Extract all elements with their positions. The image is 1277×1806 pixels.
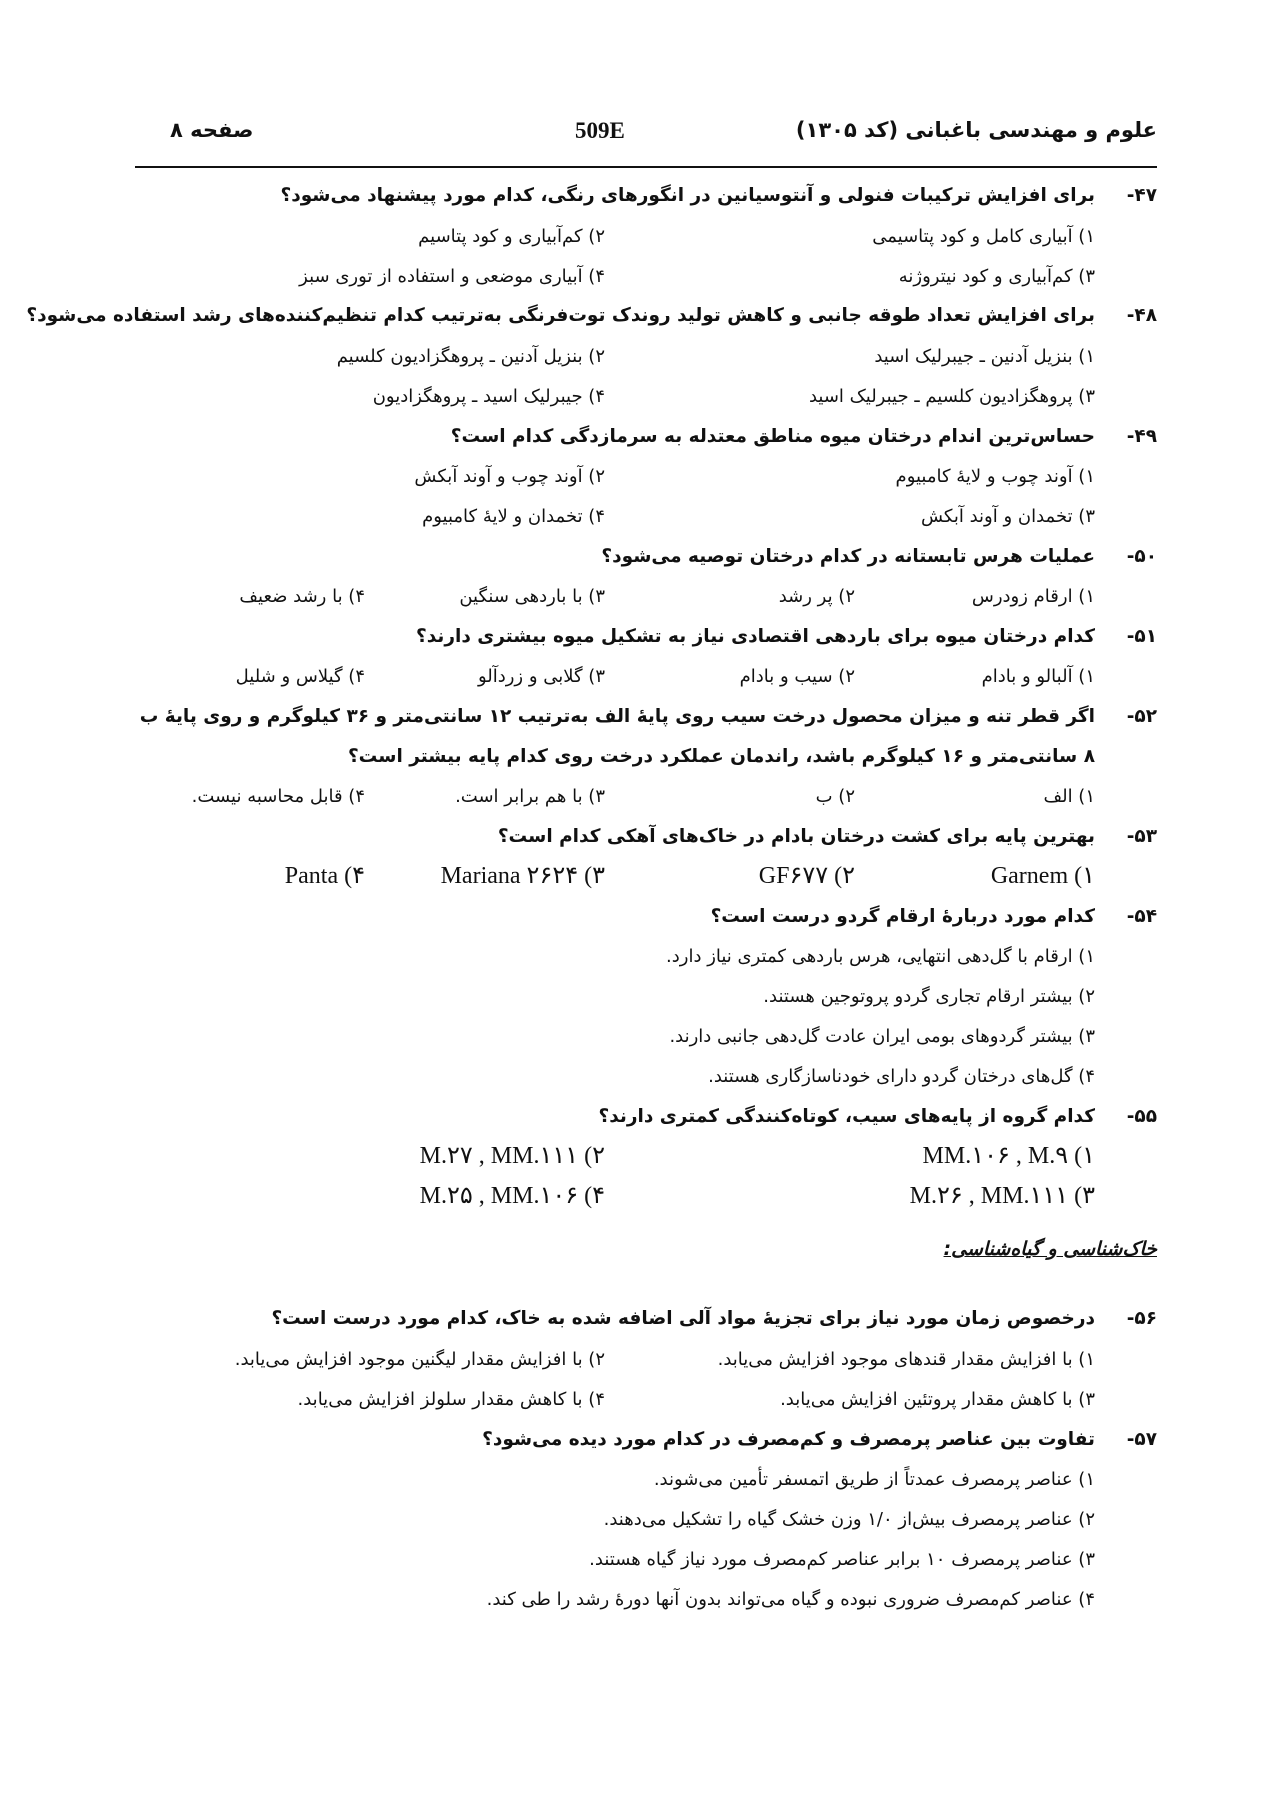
option-2[interactable]: ۲) سیب و بادام [739,666,855,687]
option-3[interactable]: ۳) با کاهش مقدار پروتئین افزایش می‌یابد. [780,1389,1095,1410]
option-1[interactable]: ۱) با افزایش مقدار قندهای موجود افزایش می‌یابد. [717,1349,1095,1370]
question-49 [125,426,1157,447]
question-number: ۵۲- [1126,706,1157,727]
question-number: ۵۶- [1126,1308,1157,1329]
option-3[interactable]: M.۲۶ , MM.۱۱۱ (۳ [909,1183,1095,1209]
option-3[interactable]: ۳) کم‌آبیاری و کود نیتروژنه [898,266,1095,287]
question-47 [125,185,1157,206]
booklet-code: 509E [575,118,625,143]
header-divider [135,166,1157,168]
option-1[interactable]: ۱) آبیاری کامل و کود پتاسیمی [872,226,1095,247]
option-1[interactable]: ۱) بنزیل آدنین ـ جیبرلیک اسید [874,346,1095,367]
option-1[interactable]: MM.۱۰۶ , M.۹ (۱ [922,1143,1095,1169]
option-3[interactable]: ۳) گلابی و زردآلو [477,666,605,687]
page-header [135,118,1157,154]
question-52 [125,706,1157,727]
option-1[interactable]: Garnem (۱ [990,863,1095,889]
option-2[interactable]: ۲) با افزایش مقدار لیگنین موجود افزایش می‌یابد. [234,1349,605,1370]
option-2[interactable]: ۲) بیشتر ارقام تجاری گردو پروتوجین هستند. [763,986,1095,1007]
option-2[interactable]: ۲) ب [815,786,855,807]
option-4[interactable]: ۴) جیبرلیک اسید ـ پروهگزادیون [372,386,605,407]
question-number: ۴۷- [1126,185,1157,206]
option-4[interactable]: ۴) تخمدان و لایهٔ کامبیوم [422,506,605,527]
exam-title: علوم و مهندسی باغبانی (کد ۱۳۰۵) [795,118,1157,142]
option-1[interactable]: ۱) ارقام با گل‌دهی انتهایی، هرس باردهی کمتری نیاز دارد. [666,946,1095,967]
option-2[interactable]: ۲) آوند چوب و آوند آبکش [414,466,605,487]
option-2[interactable]: ۲) بنزیل آدنین ـ پروهگزادیون کلسیم [336,346,605,367]
option-4[interactable]: ۴) گل‌های درختان گردو دارای خودناسازگاری هستند. [708,1066,1095,1087]
question-number: ۴۹- [1126,426,1157,447]
page-number: صفحه ۸ [170,118,254,142]
question-50 [125,546,1157,567]
option-3[interactable]: ۳) تخمدان و آوند آبکش [920,506,1095,527]
section-heading: خاک‌شناسی و گیاه‌شناسی: [943,1238,1157,1260]
option-4[interactable]: ۴) آبیاری موضعی و استفاده از توری سبز [299,266,605,287]
question-text: تفاوت بین عناصر پرمصرف و کم‌مصرف در کدام مورد دیده می‌شود؟ [482,1429,1095,1450]
question-number: ۵۳- [1126,826,1157,847]
question-text: عملیات هرس تابستانه در کدام درختان توصیه می‌شود؟ [601,546,1095,567]
option-1[interactable]: ۱) الف [1043,786,1095,807]
question-text: حساس‌ترین اندام درختان میوه مناطق معتدله به سرمازدگی کدام است؟ [450,426,1095,447]
option-3[interactable]: ۳) عناصر پرمصرف ۱۰ برابر عناصر کم‌مصرف مورد نیاز گیاه هستند. [589,1549,1095,1570]
option-3[interactable]: ۳) بیشتر گردوهای بومی ایران عادت گل‌دهی جانبی دارند. [669,1026,1095,1047]
question-text: درخصوص زمان مورد نیاز برای تجزیهٔ مواد آلی اضافه شده به خاک، کدام مورد درست است؟ [271,1308,1095,1329]
option-4[interactable]: M.۲۵ , MM.۱۰۶ (۴ [419,1183,605,1209]
option-4[interactable]: ۴) قابل محاسبه نیست. [191,786,365,807]
question-number: ۵۰- [1126,546,1157,567]
question-text: کدام مورد دربارهٔ ارقام گردو درست است؟ [710,906,1095,927]
option-4[interactable]: Panta (۴ [284,863,365,889]
option-3[interactable]: ۳) با هم برابر است. [455,786,605,807]
question-number: ۴۸- [1126,305,1157,326]
question-56 [125,1308,1157,1329]
option-1[interactable]: ۱) ارقام زودرس [971,586,1095,607]
option-1[interactable]: ۱) آوند چوب و لایهٔ کامبیوم [895,466,1095,487]
question-57 [125,1429,1157,1450]
question-text: اگر قطر تنه و میزان محصول درخت سیب روی پایهٔ الف به‌ترتیب ۱۲ سانتی‌متر و ۳۶ کیلوگرم و روی پایهٔ ب [139,706,1095,727]
option-3[interactable]: Mariana ۲۶۲۴ (۳ [440,863,605,889]
question-54 [125,906,1157,927]
option-4[interactable]: ۴) با کاهش مقدار سلولز افزایش می‌یابد. [297,1389,605,1410]
question-text: برای افزایش ترکیبات فنولی و آنتوسیانین در انگورهای رنگی، کدام مورد پیشنهاد می‌شود؟ [280,185,1095,206]
question-48 [26,305,1157,326]
question-number: ۵۵- [1126,1106,1157,1127]
option-3[interactable]: ۳) پروهگزادیون کلسیم ـ جیبرلیک اسید [808,386,1095,407]
question-text: کدام درختان میوه برای باردهی اقتصادی نیاز به تشکیل میوه بیشتری دارند؟ [415,626,1095,647]
option-4[interactable]: ۴) گیلاس و شلیل [235,666,365,687]
option-4[interactable]: ۴) عناصر کم‌مصرف ضروری نبوده و گیاه می‌تواند بدون آنها دورهٔ رشد را طی کند. [486,1589,1095,1610]
option-2[interactable]: M.۲۷ , MM.۱۱۱ (۲ [419,1143,605,1169]
question-text: کدام گروه از پایه‌های سیب، کوتاه‌کنندگی کمتری دارند؟ [598,1106,1095,1127]
question-number: ۵۱- [1126,626,1157,647]
option-1[interactable]: ۱) آلبالو و بادام [981,666,1095,687]
question-number: ۵۷- [1126,1429,1157,1450]
question-text: برای افزایش تعداد طوقه جانبی و کاهش تولید روندک توت‌فرنگی به‌ترتیب کدام تنظیم‌کننده‌های رشد استفاده می‌شود؟ [26,305,1095,326]
option-3[interactable]: ۳) با باردهی سنگین [459,586,605,607]
option-2[interactable]: ۲) عناصر پرمصرف بیش‌از ۱/۰ وزن خشک گیاه را تشکیل می‌دهند. [603,1509,1095,1530]
option-4[interactable]: ۴) با رشد ضعیف [239,586,365,607]
question-51 [125,626,1157,647]
option-2[interactable]: ۲) کم‌آبیاری و کود پتاسیم [418,226,605,247]
question-text: بهترین پایه برای کشت درختان بادام در خاک‌های آهکی کدام است؟ [497,826,1095,847]
option-2[interactable]: ۲) پر رشد [778,586,855,607]
question-52-continuation: ۸ سانتی‌متر و ۱۶ کیلوگرم باشد، راندمان عملکرد درخت روی کدام پایه بیشتر است؟ [347,746,1095,767]
question-53 [125,826,1157,847]
option-2[interactable]: GF۶۷۷ (۲ [758,863,855,889]
option-1[interactable]: ۱) عناصر پرمصرف عمدتاً از طریق اتمسفر تأمین می‌شوند. [653,1469,1095,1490]
question-number: ۵۴- [1126,906,1157,927]
question-55 [125,1106,1157,1127]
